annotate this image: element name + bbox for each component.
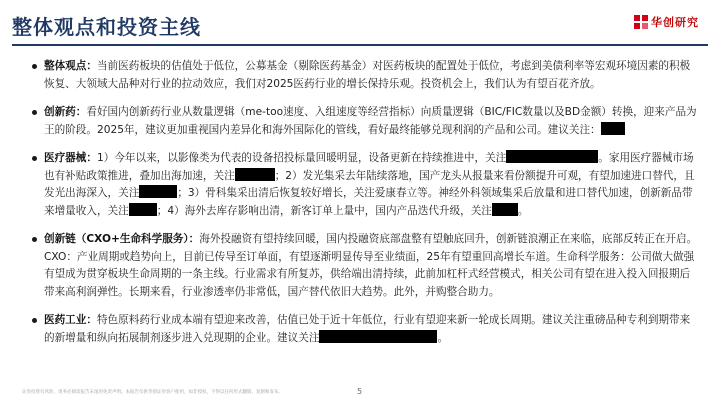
redaction-block [129, 203, 157, 216]
page-title: 整体观点和投资主线 [12, 15, 201, 39]
bullet-icon [32, 156, 37, 161]
bullet-text: 。 [437, 331, 449, 344]
bullet-medical-devices [32, 150, 700, 220]
company-logo [634, 14, 699, 30]
redaction-block [139, 185, 177, 198]
bullet-text: 当前医药板块的估值处于低位，公募基金（剔除医药基金）对医药板块的配置处于低位，考虑到美债利率等宏观环境因素的积极恢复、大领域大品种对行业的拉动效应，我们对2025医药行业的增长保持乐观。投资机会上，我们认为有望百花齐放。 [44, 60, 691, 90]
bullet-text: 。家用医疗器械市场也有补贴政策推进，叠加出海加速，关注 [44, 152, 694, 182]
bullet-innovation-chain [32, 231, 700, 301]
bullet-icon [32, 318, 37, 323]
redaction-block [319, 330, 437, 343]
bullet-label: 医药工业： [44, 314, 97, 326]
title-divider [12, 44, 708, 46]
redaction-block [506, 150, 598, 163]
bullet-pharma-industry [32, 312, 700, 347]
redaction-block [492, 203, 518, 216]
bullet-label: 医疗器械： [44, 152, 97, 164]
bullet-list [32, 58, 700, 358]
logo-text: 华创研究 [651, 16, 699, 29]
redaction-block [601, 122, 625, 135]
bullet-label: 整体观点： [44, 60, 97, 72]
bullet-text: 海外投融资有望持续回暖，国内投融资底部盘整有望触底回升，创新链浪潮正在来临，底部反转正在开启。CXO：产业周期或趋势向上，目前已传导至订单面，有望逐渐明显传导至业绩面，25年有望重回高增长车道。生命科学服务：公司做大做强有望成为贯穿板块生命周期的一条主线。行业需求有所复苏，供给端出清持续，此前加杠杆式经营模式，相关公司有望在进入投入回报期后带来高利润弹性。长期来看，行业渗透率仍非常低，国产替代依旧大趋势。此外，并购整合助力。 [44, 233, 698, 298]
bullet-icon [32, 64, 37, 69]
logo-mark-icon [634, 15, 648, 29]
bullet-text: ；2）发光集采去年陆续落地，国产龙头从报量来看份额提升可观，有望加速进口替代，且发光出海深入，关注 [44, 169, 695, 199]
header-bar [0, 0, 719, 48]
bullet-innovative-drugs [32, 104, 700, 139]
bullet-text: 。 [517, 204, 529, 217]
bullet-icon [32, 110, 37, 115]
bullet-text: 特色原料药行业成本端有望迎来改善，估值已处于近十年低位，行业有望迎来新一轮成长周期。建议关注重磅品种专利到期带来的新增量和纵向拓展制剂逐步进入兑现期的企业。建议关注 [44, 314, 691, 344]
bullet-overall-view [32, 58, 700, 93]
redaction-block [235, 168, 275, 181]
bullet-icon [32, 237, 37, 242]
bullet-label: 创新链（CXO+生命科学服务）： [44, 233, 200, 245]
bullet-text: ；4）海外去库存影响出清，新客订单上量中，国内产品迭代升级，关注 [156, 204, 492, 217]
page-number: 5 [357, 387, 363, 396]
disclaimer-footnote: 证券投资有风险，请务必阅读报告末尾的免责声明。本报告仅供华创证券客户使用，如非授权，不得以任何形式翻版、复制和发布。 [22, 390, 283, 395]
bullet-text: 看好国内创新药行业从数量逻辑（me-too速度、入组速度等经营指标）向质量逻辑（BIC/FIC数量以及BD金额）转换，迎来产品为王的阶段。2025年，建议更加重视国内差异化和海外国际化的管线，看好最终能够兑现利润的产品和公司。建议关注： [44, 106, 697, 136]
bullet-text: ；3）骨科集采出清后恢复较好增长，关注爱康春立等。神经外科领域集采后放量和进口替代加速，创新新品带来增量收入，关注 [44, 187, 693, 217]
bullet-label: 创新药： [44, 106, 87, 118]
bullet-text: 1）今年以来，以影像类为代表的设备招投标量回暖明显，设备更新在持续推进中，关注 [96, 152, 507, 164]
